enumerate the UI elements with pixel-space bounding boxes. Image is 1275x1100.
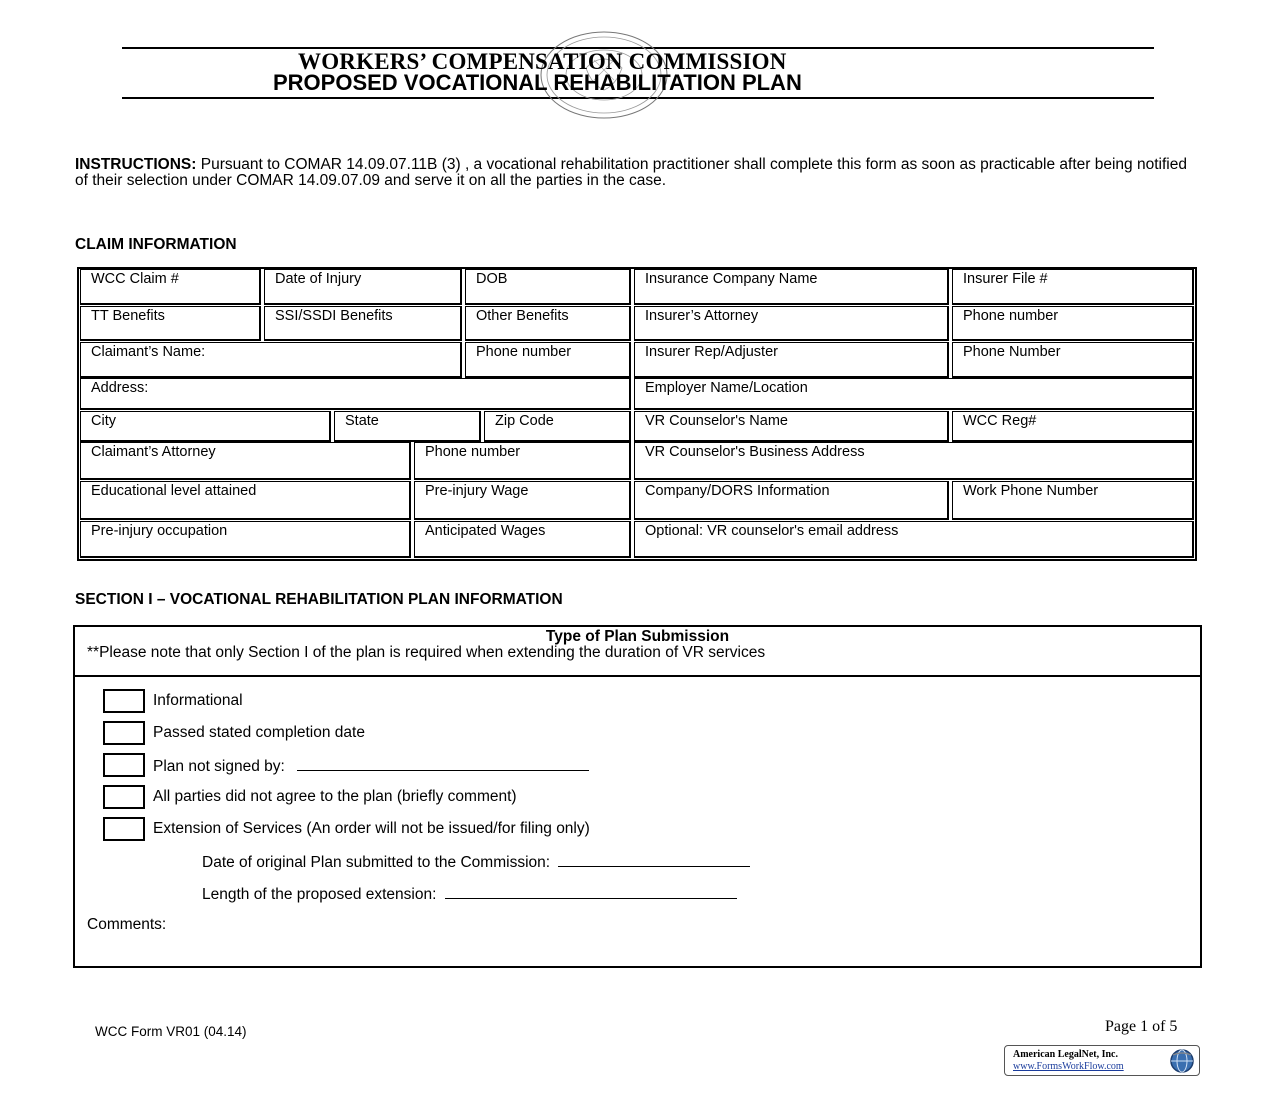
work-phone-field[interactable]: Work Phone Number [952, 481, 1194, 520]
dob-field[interactable]: DOB [465, 269, 631, 305]
vr-business-address-field[interactable]: VR Counselor's Business Address [634, 442, 1194, 480]
section1-heading: SECTION I – VOCATIONAL REHABILITATION PLAN INFORMATION [75, 591, 563, 608]
claimant-name-field[interactable]: Claimant’s Name: [80, 342, 462, 378]
anticipated-wages-field[interactable]: Anticipated Wages [414, 521, 631, 558]
plan-not-signed-checkbox[interactable] [103, 753, 145, 777]
parties-disagree-checkbox[interactable] [103, 785, 145, 809]
plan-submission-header [75, 627, 1200, 677]
insurer-rep-field[interactable]: Insurer Rep/Adjuster [634, 342, 949, 378]
city-field[interactable]: City [80, 411, 331, 442]
wcc-reg-field[interactable]: WCC Reg# [952, 411, 1194, 442]
form-id: WCC Form VR01 (04.14) [95, 1024, 247, 1039]
plan-not-signed-input[interactable] [297, 756, 589, 771]
plan-submission-title: Type of Plan Submission [545, 628, 730, 645]
vr-email-field[interactable]: Optional: VR counselor's email address [634, 521, 1194, 558]
extension-label: Extension of Services (An order will not be issued/for filing only) [153, 820, 590, 837]
passed-completion-checkbox[interactable] [103, 721, 145, 745]
insurance-company-field[interactable]: Insurance Company Name [634, 269, 949, 305]
commission-title: WORKERS’ COMPENSATION COMMISSION [298, 49, 787, 74]
globe-icon [1169, 1048, 1195, 1074]
original-plan-date-input[interactable] [558, 852, 750, 867]
plan-not-signed-text: Plan not signed by: [153, 758, 285, 775]
ssi-ssdi-field[interactable]: SSI/SSDI Benefits [264, 306, 462, 341]
comments-label: Comments: [87, 916, 167, 933]
instructions-text: Pursuant to COMAR 14.09.07.11B (3) , a vocational rehabilitation practitioner shall complete this form as soon as practicable after being notified of their selection under COMAR 14.09.07.09 and serve it on all the parties in the case. [75, 156, 1187, 189]
legalnet-logo [1004, 1045, 1200, 1076]
pre-injury-wage-field[interactable]: Pre-injury Wage [414, 481, 631, 520]
insurer-attorney-field[interactable]: Insurer’s Attorney [634, 306, 949, 341]
tt-benefits-field[interactable]: TT Benefits [80, 306, 261, 341]
insurer-rep-phone-field[interactable]: Phone Number [952, 342, 1194, 378]
pre-injury-occupation-field[interactable]: Pre-injury occupation [80, 521, 411, 558]
logo-company-name: American LegalNet, Inc. [1013, 1049, 1118, 1060]
form-title: PROPOSED VOCATIONAL REHABILITATION PLAN [273, 70, 802, 95]
plan-submission-note: **Please note that only Section I of the plan is required when extending the duration of VR services [87, 644, 766, 661]
insurer-file-field[interactable]: Insurer File # [952, 269, 1194, 305]
other-benefits-field[interactable]: Other Benefits [465, 306, 631, 341]
insurer-attorney-phone-field[interactable]: Phone number [952, 306, 1194, 341]
informational-checkbox[interactable] [103, 689, 145, 713]
company-dors-field[interactable]: Company/DORS Information [634, 481, 949, 520]
informational-label: Informational [153, 692, 243, 709]
passed-completion-label: Passed stated completion date [153, 724, 365, 741]
wcc-claim-field[interactable]: WCC Claim # [80, 269, 261, 305]
logo-url-link[interactable]: www.FormsWorkFlow.com [1013, 1061, 1124, 1072]
extension-checkbox[interactable] [103, 817, 145, 841]
extension-length-row [202, 884, 737, 904]
original-plan-date-row [202, 852, 750, 872]
extension-length-input[interactable] [445, 884, 737, 899]
claimant-attorney-phone-field[interactable]: Phone number [414, 442, 631, 480]
vr-counselor-name-field[interactable]: VR Counselor's Name [634, 411, 949, 442]
state-field[interactable]: State [334, 411, 481, 442]
parties-disagree-label: All parties did not agree to the plan (briefly comment) [153, 788, 517, 805]
page-number: Page 1 of 5 [1105, 1018, 1178, 1035]
claimant-phone-field[interactable]: Phone number [465, 342, 631, 378]
original-plan-date-label: Date of original Plan submitted to the Commission: [202, 854, 551, 871]
plan-not-signed-label [153, 756, 589, 776]
instructions-label: INSTRUCTIONS: [75, 156, 197, 173]
education-field[interactable]: Educational level attained [80, 481, 411, 520]
date-of-injury-field[interactable]: Date of Injury [264, 269, 462, 305]
claimant-attorney-field[interactable]: Claimant’s Attorney [80, 442, 411, 480]
claim-heading: CLAIM INFORMATION [75, 236, 237, 253]
employer-field[interactable]: Employer Name/Location [634, 378, 1194, 410]
zip-field[interactable]: Zip Code [484, 411, 631, 442]
address-field[interactable]: Address: [80, 378, 631, 410]
extension-length-label: Length of the proposed extension: [202, 886, 437, 903]
instructions [75, 157, 1195, 189]
